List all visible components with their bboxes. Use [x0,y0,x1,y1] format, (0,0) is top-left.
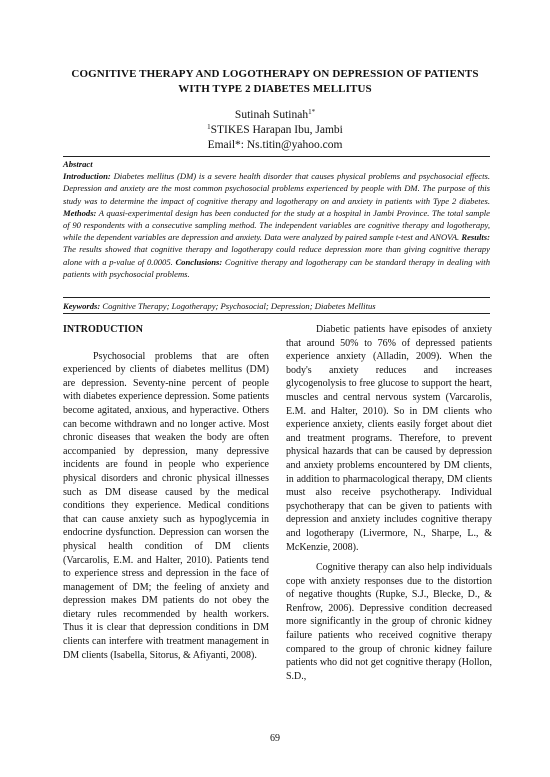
affiliation-line [0,123,550,137]
title-line-2: WITH TYPE 2 DIABETES MELLITUS [178,83,372,95]
left-paragraph-1: Psychosocial problems that are often experienced by clients of diabetes mellitus (DM) are depression. Seventy-nine percent of people with diabetes experience depression. Some patients become agitated, anxious, and hyperactive. Others can become withdrawn and no longer active. Most chronic diseases that weaken the body are often accompanied by depression, many depressive incidents are found in people who experience physical disorders and chronic physical illnesses such as DM disease caused by the medical conditions they experience. Medical conditions that can cause anxiety such as hypoglycemia in endocrine dysfunction. Depression can worsen the physical health condition of DM clients (Varcarolis, E.M. and Halter, 2010). Patients tend to experience stress and depression in the face of management of DM; the feeling of anxiety and depression makes DM patients do not obey the dietary rules recommended by health workers. Thus it is clear that depression conditions in DM clients can interfere with treatment management in DM clients (Isabella, Sitorus, & Afiyanti, 2008). [63,350,269,661]
abstract-body [63,170,490,280]
page-number: 69 [270,733,280,744]
abstract-methods-text: A quasi-experimental design has been conducted for the study at a hospital in Jambi Province. The total sample of 90 respondents with a consecutive sampling method. The independent variables are cognitive therapy and logotherapy, while the dependent variables are depression and anxiety. Data were analyzed by paired sample t-test and ANOVA. [63,207,490,243]
abstract-methods-label: Methods: [63,207,97,218]
keywords [63,300,490,312]
right-paragraph-2: Cognitive therapy can also help individuals cope with anxiety responses due to the distortion of negative thoughts (Rupke, S.J., Blecke, D., & Renfrow, 2006). Depressive condition decreased more significantly in the group of chronic kidney failure patients who received cognitive therapy compared to the group of chronic kidney failure patients who did not get cognitive therapy (Hollon, S.D., [286,562,492,682]
abstract-conclusions-label: Conclusions: [175,256,223,267]
affiliation-number: 1 [207,123,211,131]
abstract-conclusions-text: Cognitive therapy and logotherapy can be standard therapy in dealing with patients with psychosocial problems. [63,256,490,279]
keywords-text: Cognitive Therapy; Logotherapy; Psychosocial; Depression; Diabetes Mellitus [100,301,376,311]
author-affiliation-mark: 1* [308,108,316,116]
keywords-label: Keywords: [63,301,101,311]
title-line-1: COGNITIVE THERAPY AND LOGOTHERAPY ON DEPRESSION OF PATIENTS [71,68,479,80]
affiliation-name: STIKES Harapan Ibu, Jambi [210,124,343,136]
email-line: Email*: Ns.titin@yahoo.com [207,139,343,151]
abstract-heading: Abstract [63,159,93,169]
left-column [63,323,269,662]
right-column [286,323,492,683]
keywords-bottom-rule [63,313,490,314]
right-paragraph-1: Diabetic patients have episodes of anxiety that around 50% to 76% of depressed patients experience anxiety (Alladin, 2009). When the body's anxiety reduces and increases glycogenolysis to free glucose to support the heart, muscles and central nervous system (Varcarolis, E.M. and Halter, 2010). So in DM clients who experience anxiety, clients easily forget about diet and treatment programs. Therefore, to prevent physical hazards that can be caused by depression and anxiety problems encountered by DM clients, in addition to pharmacological therapy, DM clients must also receive psychotherapy. Individual psychotherapy that can be given to patients with depression and anxiety includes cognitive therapy and logotherapy (Livermore, N., Sharpe, L., & McKenzie, 2008). [286,324,492,553]
abstract [63,158,490,280]
abstract-top-rule [63,156,490,157]
author-line [0,108,550,122]
abstract-results-label: Results: [461,232,490,243]
section-heading-introduction: INTRODUCTION [63,324,144,335]
abstract-results-text: The results showed that cognitive therapy and logotherapy could reduce depression more than giving cognitive therapy alone with a p-value of 0.0005. [63,244,490,267]
abstract-intro-text: Diabetes mellitus (DM) is a severe health disorder that causes physical problems and psychosocial effects. Depression and anxiety are the most common psychosocial problems experienced by people with DM. The purpose of this study was to determine the impact of cognitive therapy and logotherapy on and anxiety in patients with Type 2 diabetes. [63,171,490,206]
paper-title [40,67,510,97]
keywords-top-rule [63,297,490,298]
author-name: Sutinah Sutinah [234,109,309,121]
abstract-intro-label: Introduction: [63,171,111,182]
